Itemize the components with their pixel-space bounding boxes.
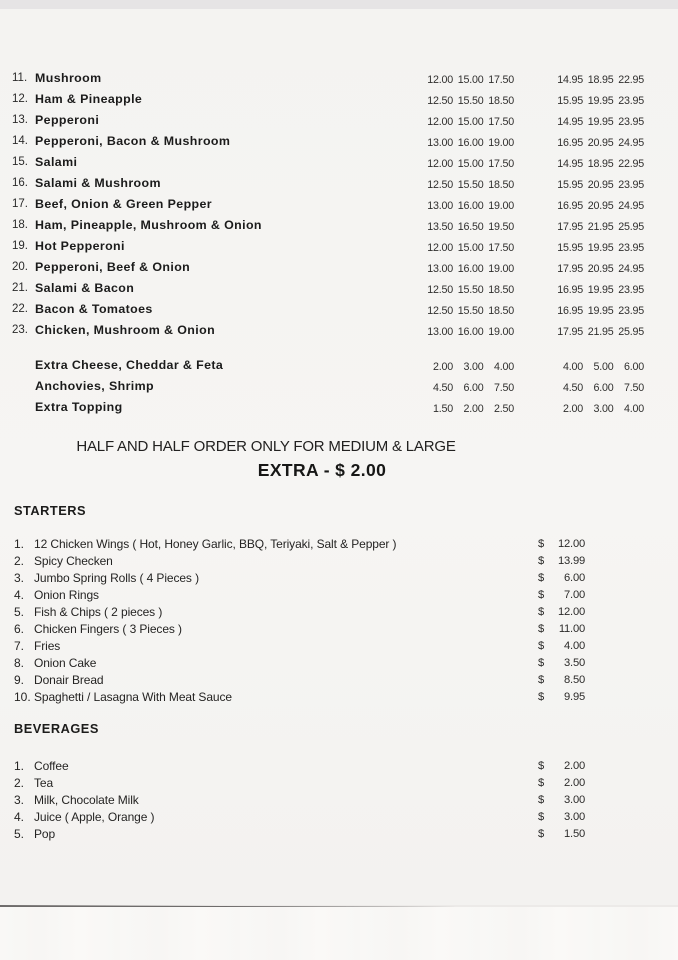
price-group-left (426, 221, 514, 233)
price-group-right (556, 403, 644, 415)
beverage-number: 5. (14, 827, 25, 841)
price-medium: 15.00 (457, 116, 484, 128)
starter-number: 6. (14, 622, 25, 636)
currency-symbol: $ (538, 554, 545, 567)
price-large-2: 23.95 (618, 95, 644, 107)
price-small-2: 16.95 (557, 284, 583, 296)
currency-symbol: $ (538, 793, 545, 806)
price-medium: 15.50 (457, 179, 484, 191)
price-large: 17.50 (488, 242, 514, 254)
pizza-number: 12. (12, 93, 28, 105)
price-small: 12.00 (427, 242, 453, 254)
price-large: 2.50 (493, 403, 514, 415)
starter-price: 9.95 (564, 690, 585, 703)
price-large: 18.50 (488, 179, 514, 191)
price-group-left (426, 137, 514, 149)
beverage-row (0, 827, 678, 844)
price-large-2: 4.00 (623, 403, 644, 415)
scan-background-bottom (0, 907, 678, 960)
extra-name: Extra Topping (35, 400, 123, 414)
currency-symbol: $ (538, 588, 545, 601)
price-group-left (426, 403, 514, 415)
price-large-2: 24.95 (618, 263, 644, 275)
starters-heading: STARTERS (14, 503, 87, 518)
starter-number: 1. (14, 537, 25, 551)
price-large: 19.00 (488, 200, 514, 212)
price-medium-2: 18.95 (587, 158, 614, 170)
pizza-name: Salami & Bacon (35, 281, 135, 295)
beverage-row (0, 759, 678, 776)
beverage-number: 4. (14, 810, 25, 824)
price-medium-2: 18.95 (587, 74, 614, 86)
price-group-left (426, 242, 514, 254)
beverage-price: 3.00 (564, 810, 585, 823)
starter-price: 8.50 (564, 673, 585, 686)
price-medium-2: 20.95 (587, 179, 614, 191)
starter-price: 6.00 (564, 571, 585, 584)
price-small-2: 17.95 (557, 221, 583, 233)
currency-symbol: $ (538, 605, 545, 618)
starter-number: 9. (14, 673, 25, 687)
price-medium: 16.00 (457, 326, 484, 338)
price-large: 18.50 (488, 95, 514, 107)
price-group-right (556, 200, 644, 212)
price-group-right (556, 179, 644, 191)
currency-symbol: $ (538, 690, 545, 703)
price-medium: 15.50 (457, 95, 484, 107)
price-small-2: 17.95 (557, 326, 583, 338)
price-medium-2: 5.00 (593, 361, 614, 373)
price-small-2: 16.95 (557, 137, 583, 149)
price-large-2: 23.95 (618, 305, 644, 317)
beverage-price: 2.00 (564, 759, 585, 772)
currency-symbol: $ (538, 656, 545, 669)
extra-row (0, 358, 678, 379)
price-small: 12.50 (427, 305, 453, 317)
beverage-price: 1.50 (564, 827, 585, 840)
price-group-right (556, 137, 644, 149)
price-small-2: 14.95 (557, 116, 583, 128)
starter-row (0, 673, 678, 690)
price-medium-2: 19.95 (587, 95, 614, 107)
extra-row (0, 379, 678, 400)
starter-number: 8. (14, 656, 25, 670)
extras-price-list (0, 358, 678, 421)
price-medium-2: 6.00 (593, 382, 614, 394)
starter-price: 13.99 (558, 554, 585, 567)
price-large: 17.50 (488, 158, 514, 170)
pizza-row (0, 260, 678, 281)
pizza-name: Pepperoni, Beef & Onion (35, 260, 191, 274)
price-group-right (556, 74, 644, 86)
beverages-heading: BEVERAGES (14, 721, 99, 736)
pizza-number: 11. (12, 72, 28, 84)
price-group-left (426, 382, 514, 394)
price-small: 13.50 (427, 221, 453, 233)
price-small-2: 4.00 (562, 361, 583, 373)
starter-row (0, 554, 678, 571)
pizza-price-list (0, 71, 678, 344)
pizza-name: Chicken, Mushroom & Onion (35, 323, 216, 337)
price-medium-2: 21.95 (587, 326, 614, 338)
pizza-number: 21. (12, 282, 28, 294)
price-large-2: 23.95 (618, 284, 644, 296)
price-group-left (426, 200, 514, 212)
starter-row (0, 605, 678, 622)
currency-symbol: $ (538, 537, 545, 550)
currency-symbol: $ (538, 622, 545, 635)
price-small-2: 15.95 (557, 95, 583, 107)
beverage-name: Juice ( Apple, Orange ) (34, 810, 155, 824)
starter-number: 5. (14, 605, 25, 619)
price-small-2: 16.95 (557, 305, 583, 317)
price-group-left (426, 95, 514, 107)
price-group-left (426, 305, 514, 317)
starter-price: 12.00 (558, 605, 585, 618)
menu-paper (0, 9, 678, 905)
extra-charge-note: EXTRA - $ 2.00 (257, 460, 387, 480)
starter-row (0, 639, 678, 656)
pizza-row (0, 134, 678, 155)
pizza-name: Salami & Mushroom (35, 176, 161, 190)
starter-number: 2. (14, 554, 25, 568)
pizza-row (0, 281, 678, 302)
price-small: 12.00 (427, 74, 453, 86)
beverages-list (0, 759, 678, 844)
half-and-half-note: HALF AND HALF ORDER ONLY FOR MEDIUM & LARGE (76, 438, 456, 455)
pizza-number: 13. (12, 114, 28, 126)
pizza-name: Bacon & Tomatoes (35, 302, 153, 316)
currency-symbol: $ (538, 639, 545, 652)
pizza-name: Pepperoni (35, 113, 100, 127)
starter-name: Fries (34, 639, 61, 653)
beverage-number: 2. (14, 776, 25, 790)
price-medium-2: 19.95 (587, 116, 614, 128)
starter-number: 3. (14, 571, 25, 585)
pizza-row (0, 92, 678, 113)
price-large-2: 22.95 (618, 74, 644, 86)
starter-price: 12.00 (558, 537, 585, 550)
price-large-2: 25.95 (618, 326, 644, 338)
price-small: 13.00 (427, 200, 453, 212)
price-medium: 15.50 (457, 305, 484, 317)
beverage-price: 3.00 (564, 793, 585, 806)
price-small: 12.00 (427, 158, 453, 170)
beverage-row (0, 810, 678, 827)
pizza-number: 22. (12, 303, 28, 315)
starter-row (0, 690, 678, 707)
beverage-number: 1. (14, 759, 25, 773)
pizza-row (0, 239, 678, 260)
price-large: 17.50 (488, 116, 514, 128)
price-medium: 16.00 (457, 200, 484, 212)
price-medium-2: 3.00 (593, 403, 614, 415)
starter-name: Fish & Chips ( 2 pieces ) (34, 605, 163, 619)
pizza-row (0, 155, 678, 176)
currency-symbol: $ (538, 810, 545, 823)
price-small: 12.50 (427, 179, 453, 191)
starter-row (0, 656, 678, 673)
price-small: 13.00 (427, 137, 453, 149)
pizza-row (0, 113, 678, 134)
price-medium: 16.00 (457, 137, 484, 149)
currency-symbol: $ (538, 827, 545, 840)
starter-price: 11.00 (558, 622, 585, 635)
beverage-row (0, 776, 678, 793)
price-group-right (556, 326, 644, 338)
pizza-number: 18. (12, 219, 28, 231)
price-medium: 6.00 (463, 382, 484, 394)
price-large: 17.50 (488, 74, 514, 86)
starter-name: Onion Cake (34, 656, 97, 670)
price-large-2: 25.95 (618, 221, 644, 233)
price-small: 12.50 (427, 284, 453, 296)
pizza-number: 15. (12, 156, 28, 168)
price-group-left (426, 263, 514, 275)
price-small-2: 15.95 (557, 242, 583, 254)
price-small-2: 16.95 (557, 200, 583, 212)
price-group-right (556, 361, 644, 373)
price-small: 13.00 (427, 263, 453, 275)
price-small-2: 15.95 (557, 179, 583, 191)
price-large-2: 22.95 (618, 158, 644, 170)
price-medium-2: 20.95 (587, 263, 614, 275)
price-group-left (426, 361, 514, 373)
price-medium: 15.00 (457, 242, 484, 254)
price-small: 13.00 (427, 326, 453, 338)
price-large-2: 24.95 (618, 137, 644, 149)
price-large: 19.00 (488, 137, 514, 149)
pizza-row (0, 302, 678, 323)
price-small: 12.00 (427, 116, 453, 128)
extra-name: Anchovies, Shrimp (35, 379, 155, 393)
price-large-2: 24.95 (618, 200, 644, 212)
price-small-2: 17.95 (557, 263, 583, 275)
starter-name: Chicken Fingers ( 3 Pieces ) (34, 622, 182, 636)
beverage-name: Coffee (34, 759, 69, 773)
starter-name: Spaghetti / Lasagna With Meat Sauce (34, 690, 232, 704)
starter-number: 10. (14, 690, 31, 704)
price-group-left (426, 158, 514, 170)
starter-name: Onion Rings (34, 588, 99, 602)
price-group-right (556, 221, 644, 233)
price-medium-2: 20.95 (587, 200, 614, 212)
price-medium: 2.00 (463, 403, 484, 415)
starter-name: Spicy Checken (34, 554, 113, 568)
price-large-2: 7.50 (623, 382, 644, 394)
price-small: 12.50 (427, 95, 453, 107)
price-medium: 15.00 (457, 74, 484, 86)
price-large: 19.00 (488, 326, 514, 338)
price-group-right (556, 116, 644, 128)
currency-symbol: $ (538, 673, 545, 686)
beverage-name: Pop (34, 827, 56, 841)
price-small-2: 14.95 (557, 158, 583, 170)
starter-row (0, 571, 678, 588)
price-large-2: 23.95 (618, 116, 644, 128)
pizza-number: 20. (12, 261, 28, 273)
price-large: 19.00 (488, 263, 514, 275)
price-group-left (426, 179, 514, 191)
price-medium: 15.50 (457, 284, 484, 296)
starter-name: Donair Bread (34, 673, 104, 687)
pizza-name: Ham, Pineapple, Mushroom & Onion (35, 218, 262, 232)
starter-name: Jumbo Spring Rolls ( 4 Pieces ) (34, 571, 199, 585)
price-group-right (556, 263, 644, 275)
pizza-name: Mushroom (35, 71, 102, 85)
extra-name: Extra Cheese, Cheddar & Feta (35, 358, 224, 372)
beverage-row (0, 793, 678, 810)
price-group-left (426, 74, 514, 86)
starter-row (0, 537, 678, 554)
starter-name: 12 Chicken Wings ( Hot, Honey Garlic, BBQ, Teriyaki, Salt & Pepper ) (34, 537, 397, 551)
price-medium-2: 19.95 (587, 305, 614, 317)
pizza-number: 17. (12, 198, 28, 210)
price-large-2: 6.00 (623, 361, 644, 373)
starters-list (0, 537, 678, 707)
starter-price: 4.00 (564, 639, 585, 652)
price-medium-2: 19.95 (587, 284, 614, 296)
currency-symbol: $ (538, 759, 545, 772)
price-group-left (426, 326, 514, 338)
pizza-row (0, 323, 678, 344)
pizza-name: Beef, Onion & Green Pepper (35, 197, 213, 211)
currency-symbol: $ (538, 776, 545, 789)
starter-number: 4. (14, 588, 25, 602)
price-group-left (426, 284, 514, 296)
pizza-row (0, 176, 678, 197)
beverage-number: 3. (14, 793, 25, 807)
pizza-number: 23. (12, 324, 28, 336)
price-group-right (556, 284, 644, 296)
price-large-2: 23.95 (618, 179, 644, 191)
price-group-right (556, 158, 644, 170)
scan-background-top (0, 0, 678, 9)
price-large: 4.00 (493, 361, 514, 373)
price-group-right (556, 382, 644, 394)
pizza-name: Salami (35, 155, 78, 169)
pizza-name: Pepperoni, Bacon & Mushroom (35, 134, 231, 148)
price-medium: 16.50 (457, 221, 484, 233)
price-large: 7.50 (493, 382, 514, 394)
price-medium: 3.00 (463, 361, 484, 373)
price-large: 18.50 (488, 284, 514, 296)
price-group-right (556, 305, 644, 317)
currency-symbol: $ (538, 571, 545, 584)
price-large-2: 23.95 (618, 242, 644, 254)
starter-row (0, 588, 678, 605)
starter-number: 7. (14, 639, 25, 653)
price-group-right (556, 242, 644, 254)
price-medium-2: 20.95 (587, 137, 614, 149)
price-medium: 15.00 (457, 158, 484, 170)
pizza-row (0, 197, 678, 218)
pizza-number: 14. (12, 135, 28, 147)
price-small: 4.50 (432, 382, 453, 394)
pizza-number: 16. (12, 177, 28, 189)
starter-row (0, 622, 678, 639)
starter-price: 3.50 (564, 656, 585, 669)
price-large: 19.50 (488, 221, 514, 233)
price-large: 18.50 (488, 305, 514, 317)
price-medium: 16.00 (457, 263, 484, 275)
beverage-price: 2.00 (564, 776, 585, 789)
pizza-row (0, 218, 678, 239)
price-group-left (426, 116, 514, 128)
price-medium-2: 21.95 (587, 221, 614, 233)
price-small-2: 4.50 (562, 382, 583, 394)
price-small: 2.00 (432, 361, 453, 373)
beverage-name: Tea (34, 776, 54, 790)
price-small-2: 2.00 (562, 403, 583, 415)
pizza-row (0, 71, 678, 92)
pizza-number: 19. (12, 240, 28, 252)
pizza-name: Ham & Pineapple (35, 92, 143, 106)
price-medium-2: 19.95 (587, 242, 614, 254)
price-group-right (556, 95, 644, 107)
extra-row (0, 400, 678, 421)
price-small-2: 14.95 (557, 74, 583, 86)
price-small: 1.50 (432, 403, 453, 415)
beverage-name: Milk, Chocolate Milk (34, 793, 139, 807)
pizza-name: Hot Pepperoni (35, 239, 125, 253)
starter-price: 7.00 (564, 588, 585, 601)
